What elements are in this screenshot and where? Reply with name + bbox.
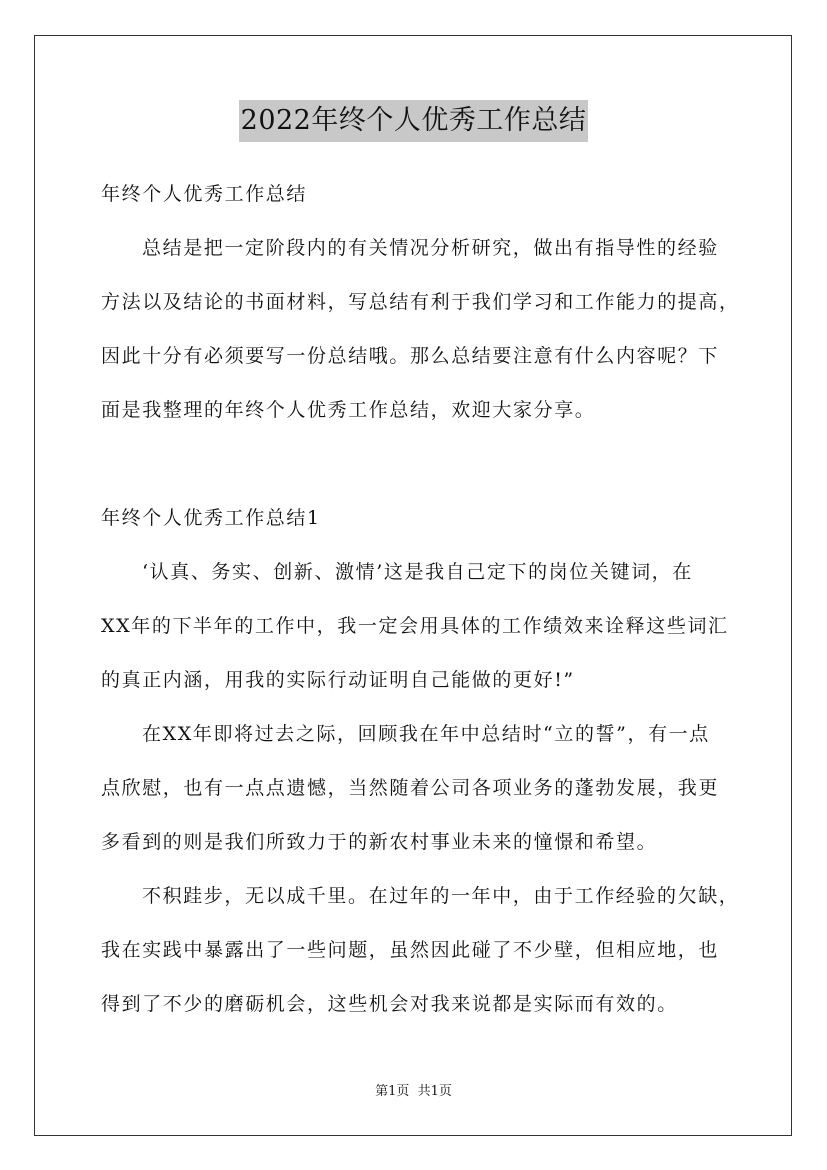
page-total: 共1页: [417, 1084, 452, 1099]
paragraph-line: XX年的下半年的工作中，我一定会用具体的工作绩效来诠释这些词汇: [101, 615, 729, 637]
page-number: 第1页: [375, 1084, 410, 1099]
paragraph-line: 方法以及结论的书面材料，写总结有利于我们学习和工作能力的提高，: [101, 291, 740, 313]
document-title: 2022年终个人优秀工作总结: [239, 100, 589, 142]
paragraph-line: 面是我整理的年终个人优秀工作总结，欢迎大家分享。: [101, 399, 596, 421]
paragraph-line: 得到了不少的磨砺机会，这些机会对我来说都是实际而有效的。: [101, 993, 678, 1015]
page-footer: [0, 1083, 827, 1101]
title-container: [0, 100, 827, 142]
paragraph-line: ‘认真、务实、创新、激情’这是我自己定下的岗位关键词，在: [142, 561, 693, 583]
paragraph-line: 不积跬步，无以成千里。在过年的一年中，由于工作经验的欠缺，: [142, 885, 740, 907]
paragraph-line: 多看到的则是我们所致力于的新农村事业未来的憧憬和希望。: [101, 831, 658, 853]
paragraph-line: 因此十分有必须要写一份总结哦。那么总结要注意有什么内容呢？下: [101, 345, 720, 367]
paragraph-line: 我在实践中暴露出了一些问题，虽然因此碰了不少壁，但相应地，也: [101, 939, 720, 961]
section-heading: 年终个人优秀工作总结: [101, 183, 308, 205]
paragraph-line: 点欣慰，也有一点点遗憾，当然随着公司各项业务的蓬勃发展，我更: [101, 777, 720, 799]
section-heading: 年终个人优秀工作总结1: [101, 507, 321, 529]
paragraph-line: 总结是把一定阶段内的有关情况分析研究，做出有指导性的经验: [142, 237, 719, 259]
paragraph-line: 的真正内涵，用我的实际行动证明自己能做的更好!”: [101, 669, 575, 691]
paragraph-line: 在XX年即将过去之际，回顾我在年中总结时“立的誓”，有一点: [142, 723, 710, 745]
